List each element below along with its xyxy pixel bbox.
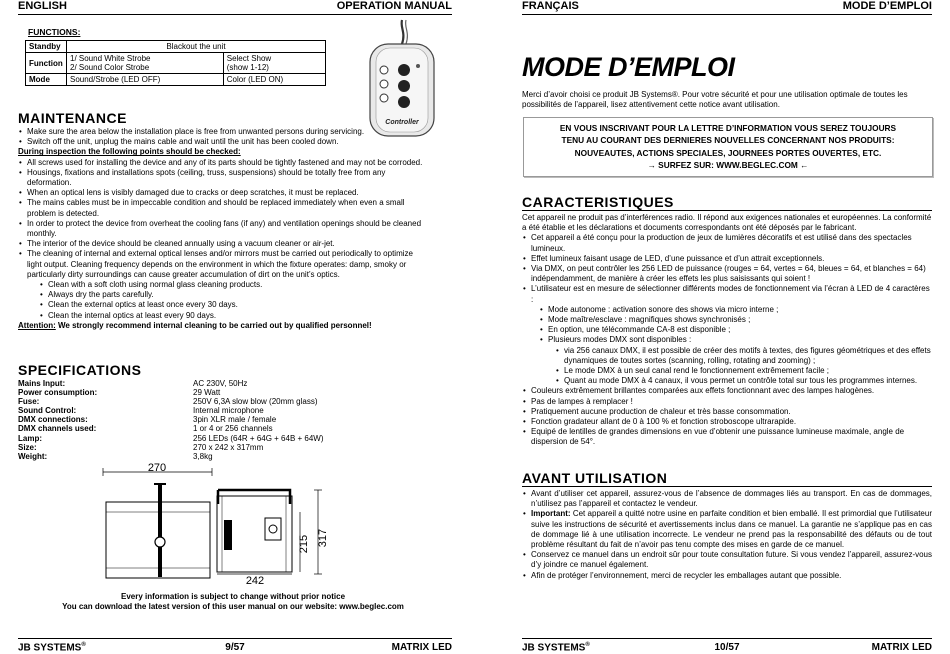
spec-key: Power consumption:	[18, 388, 98, 398]
carac-intro: Cet appareil ne produit pas d’interférences radio. Il répond aux exigences nationales et européennes. La conformité a été établie et les déclarations et documents correspondants ont été déposés par le fabricant.	[522, 213, 932, 233]
functions-label: FUNCTIONS:	[28, 27, 81, 37]
spec-value: 256 LEDs (64R + 64G + 64B + 64W)	[193, 433, 324, 443]
list-item: • Couleurs extrêmement brillantes comparées aux effets fonctionnant avec des lampes halogènes.	[531, 386, 932, 396]
list-item: • All screws used for installing the device and any of its parts should be tightly fastened and may not be corroded.	[27, 158, 428, 168]
list-item: • Always dry the parts carefully.	[48, 290, 428, 300]
header-manual-title: MODE D’EMPLOI	[842, 0, 932, 12]
list-item: • The cleaning of internal and external optical lenses and/or mirrors must be carried out periodically to optimize light output. Cleaning frequency depends on the environment in which the fixture operates: damp, smoky or particularly dirty surroundings can cause greater accumulation of dirt on the unit’s optics.	[27, 249, 428, 280]
list-item: • Equipé de lentilles de grandes dimensions en vue d’obtenir une puissance lumineuse maximale, angle de dispersion de 54°.	[531, 427, 932, 447]
newsletter-link[interactable]: → SURFEZ SUR: WWW.BEGLEC.COM ←	[647, 159, 809, 170]
carac-list-2	[522, 386, 932, 447]
newsletter-line: NOUVEAUTES, ACTIONS SPECIALES, JOURNEES PORTES OUVERTES, ETC.	[574, 147, 882, 158]
list-item	[531, 571, 932, 581]
list-item: • Fonction gradateur allant de 0 à 100 % et fonction stroboscope ultrarapide.	[531, 417, 932, 427]
attention-label: Attention:	[18, 320, 56, 330]
newsletter-line: EN VOUS INSCRIVANT POUR LA LETTRE D’INFORMATION VOUS SEREZ TOUJOURS	[559, 123, 897, 133]
cell-line: 2/ Sound Color Strobe	[70, 63, 150, 72]
list-item: • Clean with a soft cloth using normal glass cleaning products.	[48, 280, 428, 290]
list-item: • Housings, fixations and installations spots (ceiling, truss, suspensions) should be totally free from any deformation.	[27, 168, 428, 188]
header-manual-title: OPERATION MANUAL	[336, 0, 452, 12]
spec-value: 1 or 4 or 256 channels	[193, 424, 273, 434]
spec-key: Weight:	[18, 451, 48, 461]
list-item: • L’utilisateur est en mesure de sélectionner différents modes de fonctionnement via l’écran à LED de 4 caractères :	[531, 284, 932, 304]
caracteristiques-text	[522, 213, 932, 448]
inspection-heading: During inspection the following points should be checked:	[18, 147, 241, 157]
spec-key: Fuse:	[18, 397, 40, 407]
notice-line: Every information is subject to change without prior notice	[120, 592, 346, 601]
header-language: ENGLISH	[18, 0, 67, 12]
right-header	[522, 0, 932, 15]
list-item: • In order to protect the device from overheat the cooling fans (if any) and ventilation openings should be cleaned monthly.	[27, 219, 428, 239]
table-cell-key: Mode	[26, 74, 67, 86]
intro-paragraph: Merci d’avoir choisi ce produit JB Systems®. Pour votre sécurité et pour une utilisation optimale de toutes les possibilités de l’appareil, lisez attentivement cette notice avant utilisation.	[522, 90, 908, 109]
item-text: Cet appareil a quitté notre usine en parfaite condition et bien emballé. Il est primordial que l’utilisateur suive les instructions de sécurité et avertissements inclus dans ce manuel. La garantie ne s’applique pas en cas de dommage lié à une utilisation incorrecte. Le vendeur ne prend pas la responsabilité des défauts ou de tout problème résultant du fait de n’avoir pas tenu compte des mises en garde de ce manuel.	[531, 509, 932, 550]
dim-215-label: 215	[298, 534, 310, 554]
registered-mark: ®	[585, 642, 590, 648]
item-text: Conservez ce manuel dans un endroit sûr pour toute consultation future. Si vous vendez l’appareil, assurez-vous d’y joindre ce manuel également.	[531, 550, 932, 570]
page-title: MODE D’EMPLOI	[522, 52, 735, 82]
list-item: • Pratiquement aucune production de chaleur et très basse consommation.	[531, 407, 932, 417]
spec-key: Sound Control:	[18, 406, 77, 416]
table-cell-key: Function	[26, 53, 67, 74]
list-item: • Clean the internal optics at least every 90 days.	[48, 311, 428, 321]
avant-utilisation-heading: AVANT UTILISATION	[522, 470, 932, 487]
right-footer	[522, 638, 932, 654]
controller-label: Controller	[385, 119, 419, 126]
avant-utilisation-text	[522, 489, 932, 581]
list-item: • Mode maître/esclave : magnifiques shows synchronisés ;	[548, 315, 932, 325]
table-cell: Sound/Strobe (LED OFF)	[67, 74, 224, 86]
attention-text: We strongly recommend internal cleaning to be carried out by qualified personnel!	[55, 320, 372, 330]
caracteristiques-heading: CARACTERISTIQUES	[522, 194, 932, 211]
footer-product: MATRIX LED	[871, 642, 932, 653]
list-item: • Quant au mode DMX à 4 canaux, il vous permet un contrôle total sur tous les programmes internes.	[564, 376, 932, 386]
list-item: • Effet lumineux faisant usage de LED, d’une puissance et d’un attrait exceptionnels.	[531, 254, 932, 264]
spec-value: Internal microphone	[193, 406, 264, 416]
list-item: • Plusieurs modes DMX sont disponibles :	[548, 335, 932, 345]
spec-value: 29 Watt	[193, 388, 221, 398]
brand-text: JB SYSTEMS	[522, 642, 586, 654]
cell-line: Select Show	[226, 54, 272, 63]
avant-list	[522, 489, 932, 581]
dim-242-label: 242	[245, 575, 265, 586]
spec-value: 3pin XLR male / female	[193, 415, 277, 425]
table-cell-key: Standby	[26, 41, 67, 53]
registered-mark: ®	[81, 642, 86, 648]
spec-value: 250V 6,3A slow blow (20mm glass)	[193, 397, 318, 407]
list-item: • En option, une télécommande CA-8 est disponible ;	[548, 325, 932, 335]
list-item: • Switch off the unit, unplug the mains cable and wait until the unit has been cooled down.	[27, 137, 428, 147]
header-language: FRANÇAIS	[522, 0, 579, 12]
footer-page-number: 9/57	[225, 642, 245, 653]
dim-270-label: 270	[147, 462, 167, 474]
list-item: • Le mode DMX à un seul canal rend le fonctionnement extrêmement facile ;	[564, 366, 932, 376]
spec-value: AC 230V, 50Hz	[193, 379, 248, 388]
list-item: • The interior of the device should be cleaned annually using a vacuum cleaner or air-jet.	[27, 239, 428, 249]
list-item	[531, 550, 932, 570]
list-item: • Mode autonome : activation sonore des shows via micro interne ;	[548, 305, 932, 315]
list-item: • Via DMX, on peut contrôler les 256 LED de puissance (rouges = 64, vertes = 64, bleues = 64, et blanches = 64) indépendamment, de manière à créer les effets les plus saisissants qui soient !	[531, 264, 932, 284]
spec-key: Size:	[18, 442, 37, 452]
spec-key: Lamp:	[18, 433, 42, 443]
list-item	[531, 509, 932, 550]
item-text: Afin de protéger l’environnement, merci de recycler les emballages autant que possible.	[531, 570, 842, 580]
carac-list	[522, 233, 932, 304]
list-item	[531, 489, 932, 509]
modes-list	[522, 305, 932, 346]
list-item: • The mains cables must be in impeccable condition and should be replaced immediately when even a small problem is detected.	[27, 198, 428, 218]
footer-product: MATRIX LED	[391, 642, 452, 653]
dmx-modes-list	[522, 346, 932, 387]
newsletter-line: TENU AU COURANT DES DERNIERES NOUVELLES CONCERNANT NOS PRODUITS:	[561, 135, 895, 146]
table-cell: Color (LED ON)	[223, 74, 325, 86]
maintenance-heading: MAINTENANCE	[18, 110, 127, 126]
spec-value: 270 x 242 x 317mm	[193, 442, 264, 452]
newsletter-box	[523, 117, 933, 177]
footer-page-number: 10/57	[714, 642, 740, 653]
cell-line: 1/ Sound White Strobe	[70, 54, 151, 63]
list-item: • Clean the external optics at least once every 30 days.	[48, 300, 428, 310]
list-item: • via 256 canaux DMX, il est possible de créer des motifs à textes, des figures géométriques et des effets dynamiques de toutes sortes (scanning, rolling, rotating and zooming) ;	[564, 346, 932, 366]
list-item: • Make sure the area below the installation place is free from unwanted persons during servicing.	[27, 127, 428, 137]
dim-317-label: 317	[317, 528, 329, 548]
specifications-heading: SPECIFICATIONS	[18, 362, 142, 378]
list-item: • Pas de lampes à remplacer !	[531, 397, 932, 407]
table-cell: Blackout the unit	[67, 41, 326, 53]
list-item: • Cet appareil a été conçu pour la production de jeux de lumières décoratifs et est utilisé dans des spectacles lumineux.	[531, 233, 932, 253]
item-lead: Important:	[531, 509, 571, 519]
spec-value: 3,8kg	[193, 451, 213, 461]
spec-key: DMX channels used:	[18, 424, 97, 434]
list-item: • When an optical lens is visibly damaged due to cracks or deep scratches, it must be replaced.	[27, 188, 428, 198]
spec-key: Mains Input:	[18, 379, 66, 388]
cell-line: (show 1-12)	[226, 63, 269, 72]
item-text: Avant d’utiliser cet appareil, assurez-vous de l’absence de dommages liés au transport. En cas de dommages, n’utilisez pas l’appareil et contactez le vendeur.	[531, 489, 932, 509]
notice-line: You can download the latest version of this user manual on our website: www.beglec.com	[62, 602, 404, 611]
spec-key: DMX connections:	[18, 415, 88, 425]
brand-text: JB SYSTEMS	[18, 642, 82, 654]
